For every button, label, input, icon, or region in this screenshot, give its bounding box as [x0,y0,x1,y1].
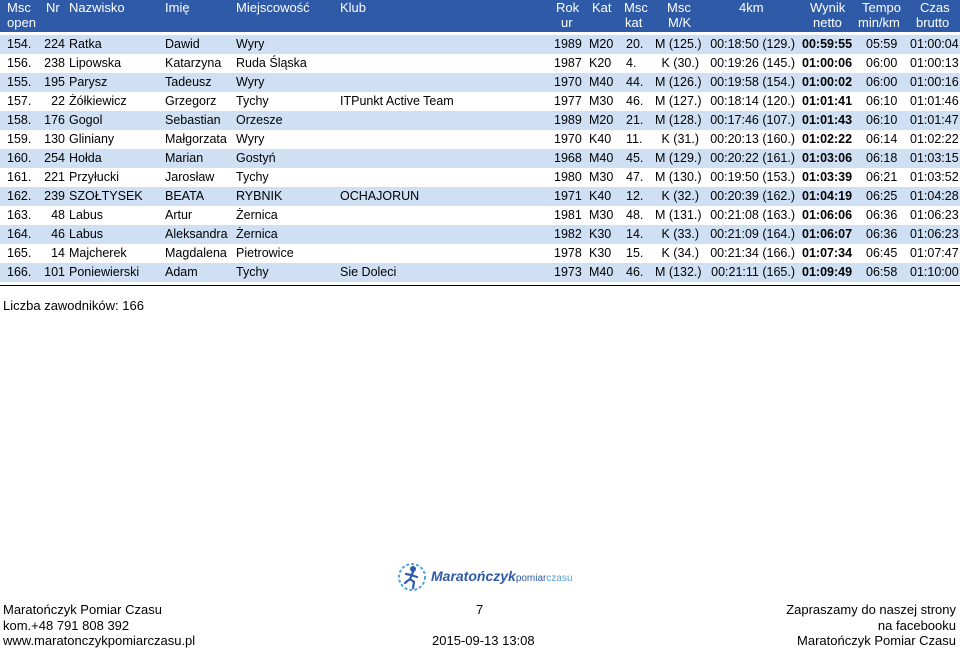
cell-imie: Artur [165,208,193,222]
cell-nazwisko: Ratka [69,37,102,51]
table-row [0,244,960,263]
cell-czas: 01:02:22 [910,132,959,146]
cell-czas: 01:04:28 [910,189,959,203]
cell-imie: Dawid [165,37,200,51]
cell-km4: 00:20:22 (161.) [710,151,795,165]
cell-miejscowosc: Wyry [236,132,265,146]
footer-phone: kom.+48 791 808 392 [3,618,130,633]
col-nr: Nr [46,0,60,15]
footer-facebook: na facebooku [877,618,956,633]
cell-wynik: 00:59:55 [802,37,853,51]
cell-imie: Małgorzata [165,132,227,146]
cell-wynik: 01:06:07 [802,227,853,241]
footer-website[interactable]: www.maratonczykpomiarczasu.pl [3,633,196,648]
col-miejscowosc: Miejscowość [236,0,310,15]
cell-nr: 101 [44,265,65,279]
cell-miejscowosc: Tychy [236,94,269,108]
cell-msc-mk: M (129.) [655,151,702,165]
cell-tempo: 06:14 [866,132,898,146]
cell-czas: 01:10:00 [910,265,959,279]
cell-czas: 01:06:23 [910,227,959,241]
cell-nazwisko: Przyłucki [69,170,120,184]
cell-kat: K20 [589,56,612,70]
cell-tempo: 06:45 [866,246,898,260]
cell-msc-mk: K (34.) [661,246,699,260]
col-klub: Klub [340,0,367,15]
cell-km4: 00:21:08 (163.) [710,208,795,222]
cell-tempo: 06:25 [866,189,898,203]
table-row [0,73,960,92]
cell-czas: 01:06:23 [910,208,959,222]
cell-klub: Sie Doleci [340,265,397,279]
cell-miejscowosc: Tychy [236,170,269,184]
cell-msc-kat: 14. [626,227,644,241]
cell-nazwisko: Gliniany [69,132,115,146]
cell-msc: 162. [7,189,32,203]
cell-tempo: 06:36 [866,208,898,222]
cell-wynik: 01:01:41 [802,94,853,108]
table-row [0,111,960,130]
cell-wynik: 01:01:43 [802,113,853,127]
cell-tempo: 05:59 [866,37,898,51]
cell-msc: 161. [7,170,32,184]
logo-czasu: czasu [546,573,573,584]
cell-imie: Sebastian [165,113,221,127]
cell-imie: Adam [165,265,198,279]
cell-msc-kat: 45. [626,151,644,165]
cell-msc-kat: 15. [626,246,644,260]
cell-nr: 254 [44,151,65,165]
table-row [0,54,960,73]
cell-miejscowosc: RYBNIK [236,189,283,203]
cell-imie: Magdalena [165,246,227,260]
cell-czas: 01:03:15 [910,151,959,165]
col-tempo-2: min/km [858,15,900,30]
cell-tempo: 06:00 [866,56,898,70]
cell-miejscowosc: Żernica [236,208,278,222]
cell-nazwisko: Lipowska [69,56,122,70]
cell-wynik: 01:00:02 [802,75,853,89]
cell-kat: M40 [589,75,614,89]
cell-tempo: 06:10 [866,113,898,127]
col-nazwisko: Nazwisko [69,0,125,15]
cell-rok: 1970 [554,132,582,146]
cell-msc-mk: M (128.) [655,113,702,127]
cell-nazwisko: Parysz [69,75,108,89]
cell-tempo: 06:36 [866,227,898,241]
col-msc-kat-2: kat [625,15,643,30]
footer-datetime: 2015-09-13 13:08 [432,633,535,648]
cell-msc: 154. [7,37,32,51]
cell-klub: ITPunkt Active Team [340,94,454,108]
cell-rok: 1973 [554,265,582,279]
cell-miejscowosc: Tychy [236,265,269,279]
cell-rok: 1980 [554,170,582,184]
table-row [0,187,960,206]
table-row [0,168,960,187]
cell-msc: 166. [7,265,32,279]
cell-klub: OCHAJORUN [340,189,420,203]
cell-nr: 46 [51,227,65,241]
table-row [0,206,960,225]
cell-rok: 1989 [554,37,582,51]
cell-rok: 1968 [554,151,582,165]
cell-msc-kat: 11. [626,132,643,146]
cell-czas: 01:01:47 [910,113,959,127]
cell-msc: 163. [7,208,32,222]
cell-msc-mk: K (30.) [661,56,699,70]
cell-km4: 00:21:09 (164.) [710,227,795,241]
cell-miejscowosc: Wyry [236,37,265,51]
cell-km4: 00:18:14 (120.) [710,94,795,108]
cell-km4: 00:18:50 (129.) [710,37,795,51]
cell-msc-kat: 48. [626,208,644,222]
cell-tempo: 06:10 [866,94,898,108]
cell-msc-kat: 47. [626,170,644,184]
cell-wynik: 01:07:34 [802,246,853,260]
cell-wynik: 01:02:22 [802,132,853,146]
cell-msc-kat: 4. [626,56,637,70]
cell-nr: 22 [51,94,65,108]
cell-czas: 01:07:47 [910,246,959,260]
maratonczyk-logo [395,560,575,596]
cell-imie: Katarzyna [165,56,222,70]
cell-nazwisko: Poniewierski [69,265,140,279]
cell-nr: 14 [51,246,65,260]
cell-imie: Aleksandra [165,227,228,241]
cell-msc-mk: M (126.) [655,75,702,89]
col-msc-kat-1: Msc [624,0,648,15]
cell-msc-mk: M (132.) [655,265,702,279]
cell-tempo: 06:21 [866,170,898,184]
table-row [0,92,960,111]
cell-km4: 00:20:39 (162.) [710,189,795,203]
cell-miejscowosc: Pietrowice [236,246,294,260]
cell-nazwisko: SZOŁTYSEK [69,189,143,203]
cell-wynik: 01:03:06 [802,151,853,165]
cell-msc: 158. [7,113,32,127]
cell-kat: K40 [589,189,612,203]
cell-km4: 00:19:50 (153.) [710,170,795,184]
cell-czas: 01:00:04 [910,37,959,51]
cell-msc-kat: 21. [626,113,644,127]
col-tempo-1: Tempo [862,0,902,15]
footer-company-right: Maratończyk Pomiar Czasu [797,633,956,648]
cell-tempo: 06:58 [866,265,898,279]
cell-nr: 195 [44,75,65,89]
cell-tempo: 06:18 [866,151,898,165]
cell-kat: K40 [589,132,612,146]
cell-km4: 00:19:26 (145.) [710,56,795,70]
cell-msc: 164. [7,227,32,241]
cell-miejscowosc: Orzesze [236,113,283,127]
cell-rok: 1989 [554,113,582,127]
cell-msc-mk: M (130.) [655,170,702,184]
cell-msc-kat: 44. [626,75,644,89]
cell-rok: 1977 [554,94,582,108]
table-row [0,149,960,168]
cell-miejscowosc: Gostyń [236,151,276,165]
cell-nazwisko: Majcherek [69,246,127,260]
runner-logo-icon [395,560,429,594]
cell-miejscowosc: Wyry [236,75,265,89]
cell-kat: K30 [589,227,612,241]
cell-nazwisko: Żółkiewicz [69,94,127,108]
cell-kat: M40 [589,151,614,165]
results-table-header [0,0,960,32]
cell-czas: 01:00:13 [910,56,959,70]
table-row [0,35,960,54]
table-bottom-rule [0,285,960,286]
cell-kat: K30 [589,246,612,260]
cell-msc-kat: 46. [626,265,644,279]
cell-wynik: 01:06:06 [802,208,853,222]
cell-nr: 130 [44,132,65,146]
participant-count: Liczba zawodników: 166 [3,298,144,313]
cell-imie: BEATA [165,189,205,203]
cell-wynik: 01:09:49 [802,265,853,279]
footer-page-number: 7 [476,602,484,617]
col-imie: Imię [165,0,190,15]
cell-msc-mk: M (131.) [655,208,702,222]
col-msc-open-2: open [7,15,36,30]
cell-nr: 48 [51,208,65,222]
cell-rok: 1981 [554,208,582,222]
cell-imie: Marian [165,151,204,165]
cell-miejscowosc: Ruda Śląska [236,56,307,70]
cell-rok: 1982 [554,227,582,241]
cell-rok: 1987 [554,56,582,70]
cell-msc-mk: M (127.) [655,94,702,108]
cell-imie: Tadeusz [165,75,212,89]
cell-nazwisko: Hołda [69,151,102,165]
cell-imie: Jarosław [165,170,215,184]
cell-km4: 00:19:58 (154.) [710,75,795,89]
col-wynik-2: netto [813,15,842,30]
cell-rok: 1970 [554,75,582,89]
cell-kat: M30 [589,208,614,222]
cell-km4: 00:21:11 (165.) [711,265,795,279]
cell-nazwisko: Labus [69,208,104,222]
cell-nr: 239 [44,189,65,203]
col-kat: Kat [592,0,612,15]
cell-tempo: 06:00 [866,75,898,89]
cell-wynik: 01:04:19 [802,189,853,203]
cell-miejscowosc: Żernica [236,227,278,241]
table-row [0,130,960,149]
col-czas-1: Czas [920,0,950,15]
table-row [0,263,960,282]
logo-pomiar: pomiar [515,573,547,584]
cell-nazwisko: Gogol [69,113,103,127]
cell-rok: 1971 [554,189,582,203]
cell-nazwisko: Labus [69,227,104,241]
cell-msc-mk: K (33.) [661,227,699,241]
col-wynik-1: Wynik [810,0,846,15]
col-czas-2: brutto [916,15,950,30]
cell-msc: 156. [7,56,32,70]
cell-nr: 238 [44,56,65,70]
cell-msc-mk: K (32.) [661,189,699,203]
cell-czas: 01:03:52 [910,170,959,184]
footer-invite: Zapraszamy do naszej strony [786,602,956,617]
table-row [0,225,960,244]
cell-kat: M20 [589,113,614,127]
cell-msc-mk: K (31.) [661,132,699,146]
col-rok-2: ur [561,15,573,30]
cell-czas: 01:00:16 [910,75,959,89]
cell-kat: M20 [589,37,614,51]
col-msc-open-1: Msc [7,0,31,15]
cell-nr: 224 [44,37,65,51]
col-rok-1: Rok [556,0,580,15]
cell-msc-kat: 46. [626,94,644,108]
cell-km4: 00:20:13 (160.) [710,132,795,146]
cell-msc: 155. [7,75,32,89]
col-msc-mk-1: Msc [667,0,691,15]
cell-msc: 160. [7,151,32,165]
cell-msc: 165. [7,246,32,260]
cell-nr: 221 [44,170,65,184]
cell-rok: 1978 [554,246,582,260]
cell-kat: M30 [589,170,614,184]
cell-kat: M40 [589,265,614,279]
cell-kat: M30 [589,94,614,108]
cell-msc: 159. [7,132,32,146]
cell-msc-mk: M (125.) [655,37,702,51]
cell-msc-kat: 20. [626,37,644,51]
col-4km: 4km [739,0,764,15]
cell-imie: Grzegorz [165,94,217,108]
cell-km4: 00:17:46 (107.) [710,113,795,127]
cell-nr: 176 [44,113,65,127]
cell-wynik: 01:03:39 [802,170,853,184]
cell-msc-kat: 12. [626,189,644,203]
col-msc-mk-2: M/K [668,15,692,30]
footer-company: Maratończyk Pomiar Czasu [3,602,162,617]
cell-km4: 00:21:34 (166.) [710,246,795,260]
cell-czas: 01:01:46 [910,94,959,108]
cell-wynik: 01:00:06 [802,56,853,70]
cell-msc: 157. [7,94,32,108]
logo-brand: Maratończyk [431,568,516,584]
